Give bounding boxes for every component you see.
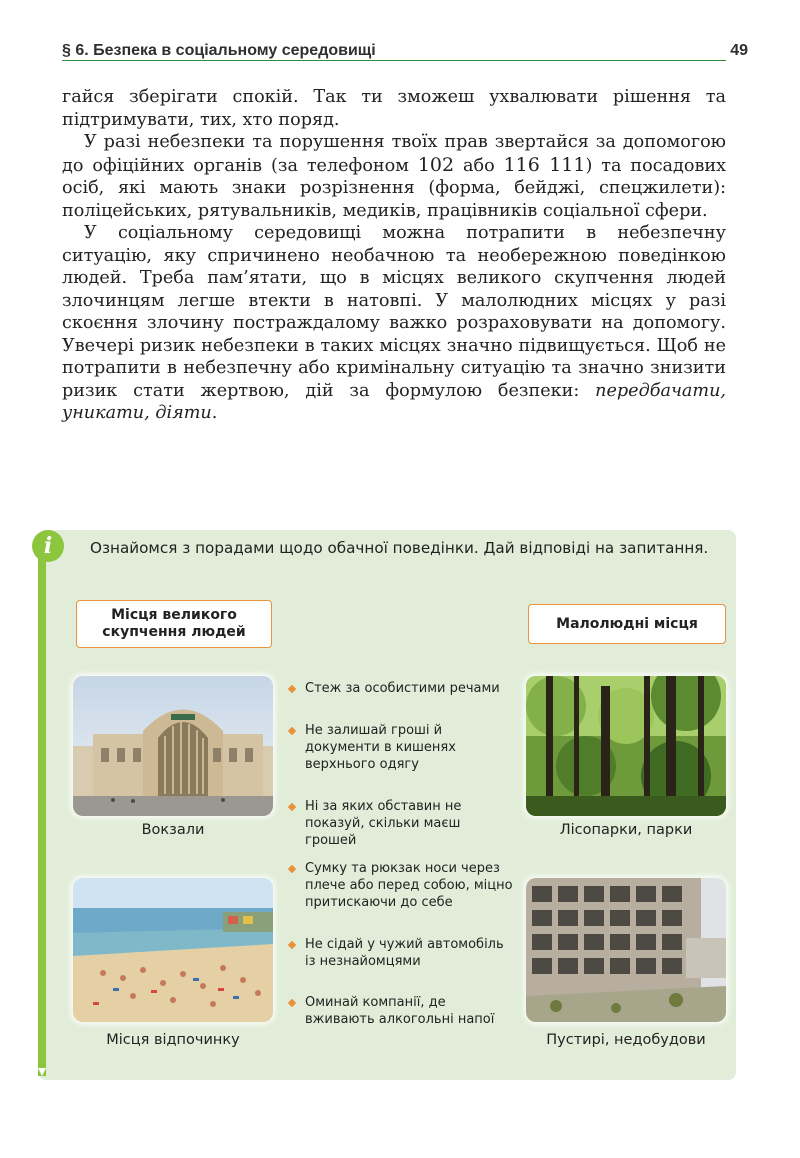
paragraph-2-end: ) та посадових осіб, які мають знаки розрізнення (форма, бейджі, спецжилети): поліцейських, рятувальників, медиків, працівників соціальної сфери.	[62, 155, 727, 221]
safety-formula: передбачати, уникати, діяти	[62, 380, 726, 423]
header-rule	[62, 60, 726, 61]
page-header	[62, 38, 748, 64]
building-caption: Пустирі, недобудови	[546, 1032, 706, 1048]
bullet-icon	[288, 999, 296, 1007]
tip-text: Не сідай у чужий автомобіль із незнайомцями	[305, 937, 504, 969]
heading-deserted-places: Малолюдні місця	[528, 604, 726, 644]
bullet-icon	[288, 803, 296, 811]
phone-hotline: 116 111	[503, 153, 586, 176]
paragraph-3	[62, 222, 726, 425]
list-item	[287, 798, 513, 849]
tip-text: Сумку та рюкзак носи через плече або перед собою, міцно притискаючи до себе	[305, 861, 513, 910]
tip-text: Не залишай гроші й документи в кишенях верхнього одягу	[305, 723, 456, 772]
bullet-icon	[288, 865, 296, 873]
phone-police: 102	[417, 153, 455, 176]
info-icon: i	[32, 530, 64, 562]
station-photo	[73, 676, 273, 816]
bullet-icon	[288, 727, 296, 735]
bullet-icon	[288, 685, 296, 693]
tip-text: Стеж за особистими речами	[305, 681, 500, 696]
paragraph-2-or: або	[454, 155, 504, 176]
info-side-bar	[38, 546, 46, 1076]
forest-caption: Лісопарки, парки	[559, 822, 693, 838]
tip-text: Оминай компанії, де вживають алкогольні напої	[305, 995, 495, 1027]
main-text	[62, 86, 726, 425]
list-item	[287, 680, 513, 697]
list-item	[287, 722, 513, 773]
section-title: § 6. Безпека в соціальному середовищі	[62, 42, 376, 59]
paragraph-3-end: .	[211, 403, 218, 423]
paragraph-1: гайся зберігати спокій. Так ти зможеш ухвалювати рішення та підтримувати, тих, хто поряд.	[62, 87, 726, 130]
page-number: 49	[730, 42, 748, 59]
beach-photo	[73, 878, 273, 1022]
arrow-down-icon	[38, 1068, 46, 1076]
building-photo	[526, 878, 726, 1022]
heading-crowded-places: Місця великого скупчення людей	[76, 600, 272, 648]
paragraph-2	[62, 131, 726, 222]
list-item	[287, 994, 513, 1028]
station-caption: Вокзали	[141, 822, 205, 838]
list-item	[287, 860, 513, 911]
paragraph-2-start: У разі небезпеки та порушення твоїх прав звертайся за допомогою до офіційних органів (за телефоном	[62, 132, 726, 176]
tip-text: Ні за яких обставин не показуй, скільки маєш грошей	[305, 799, 462, 848]
list-item	[287, 936, 513, 970]
bullet-icon	[288, 941, 296, 949]
paragraph-3-text: У соціальному середовищі можна потрапити в небезпечну ситуацію, яку спричинено необачною та необережною поведінкою людей. Треба пам’ятати, що в місцях великого скупчення людей злочинцям легше втекти в натовпі. У малолюдних місцях у разі скоєння злочину постраждалому важко розраховувати на допомогу. Увечері ризик небезпеки в таких місцях значно підвищується. Щоб не потрапити в небезпечну або кримінальну ситуацію та значно знизити ризик стати жертвою, дій за формулою безпеки:	[62, 223, 726, 401]
beach-caption: Місця відпочинку	[106, 1032, 240, 1048]
forest-photo	[526, 676, 726, 816]
info-intro: Ознайомся з порадами щодо обачної поведінки. Дай відповіді на запитання.	[90, 539, 709, 557]
